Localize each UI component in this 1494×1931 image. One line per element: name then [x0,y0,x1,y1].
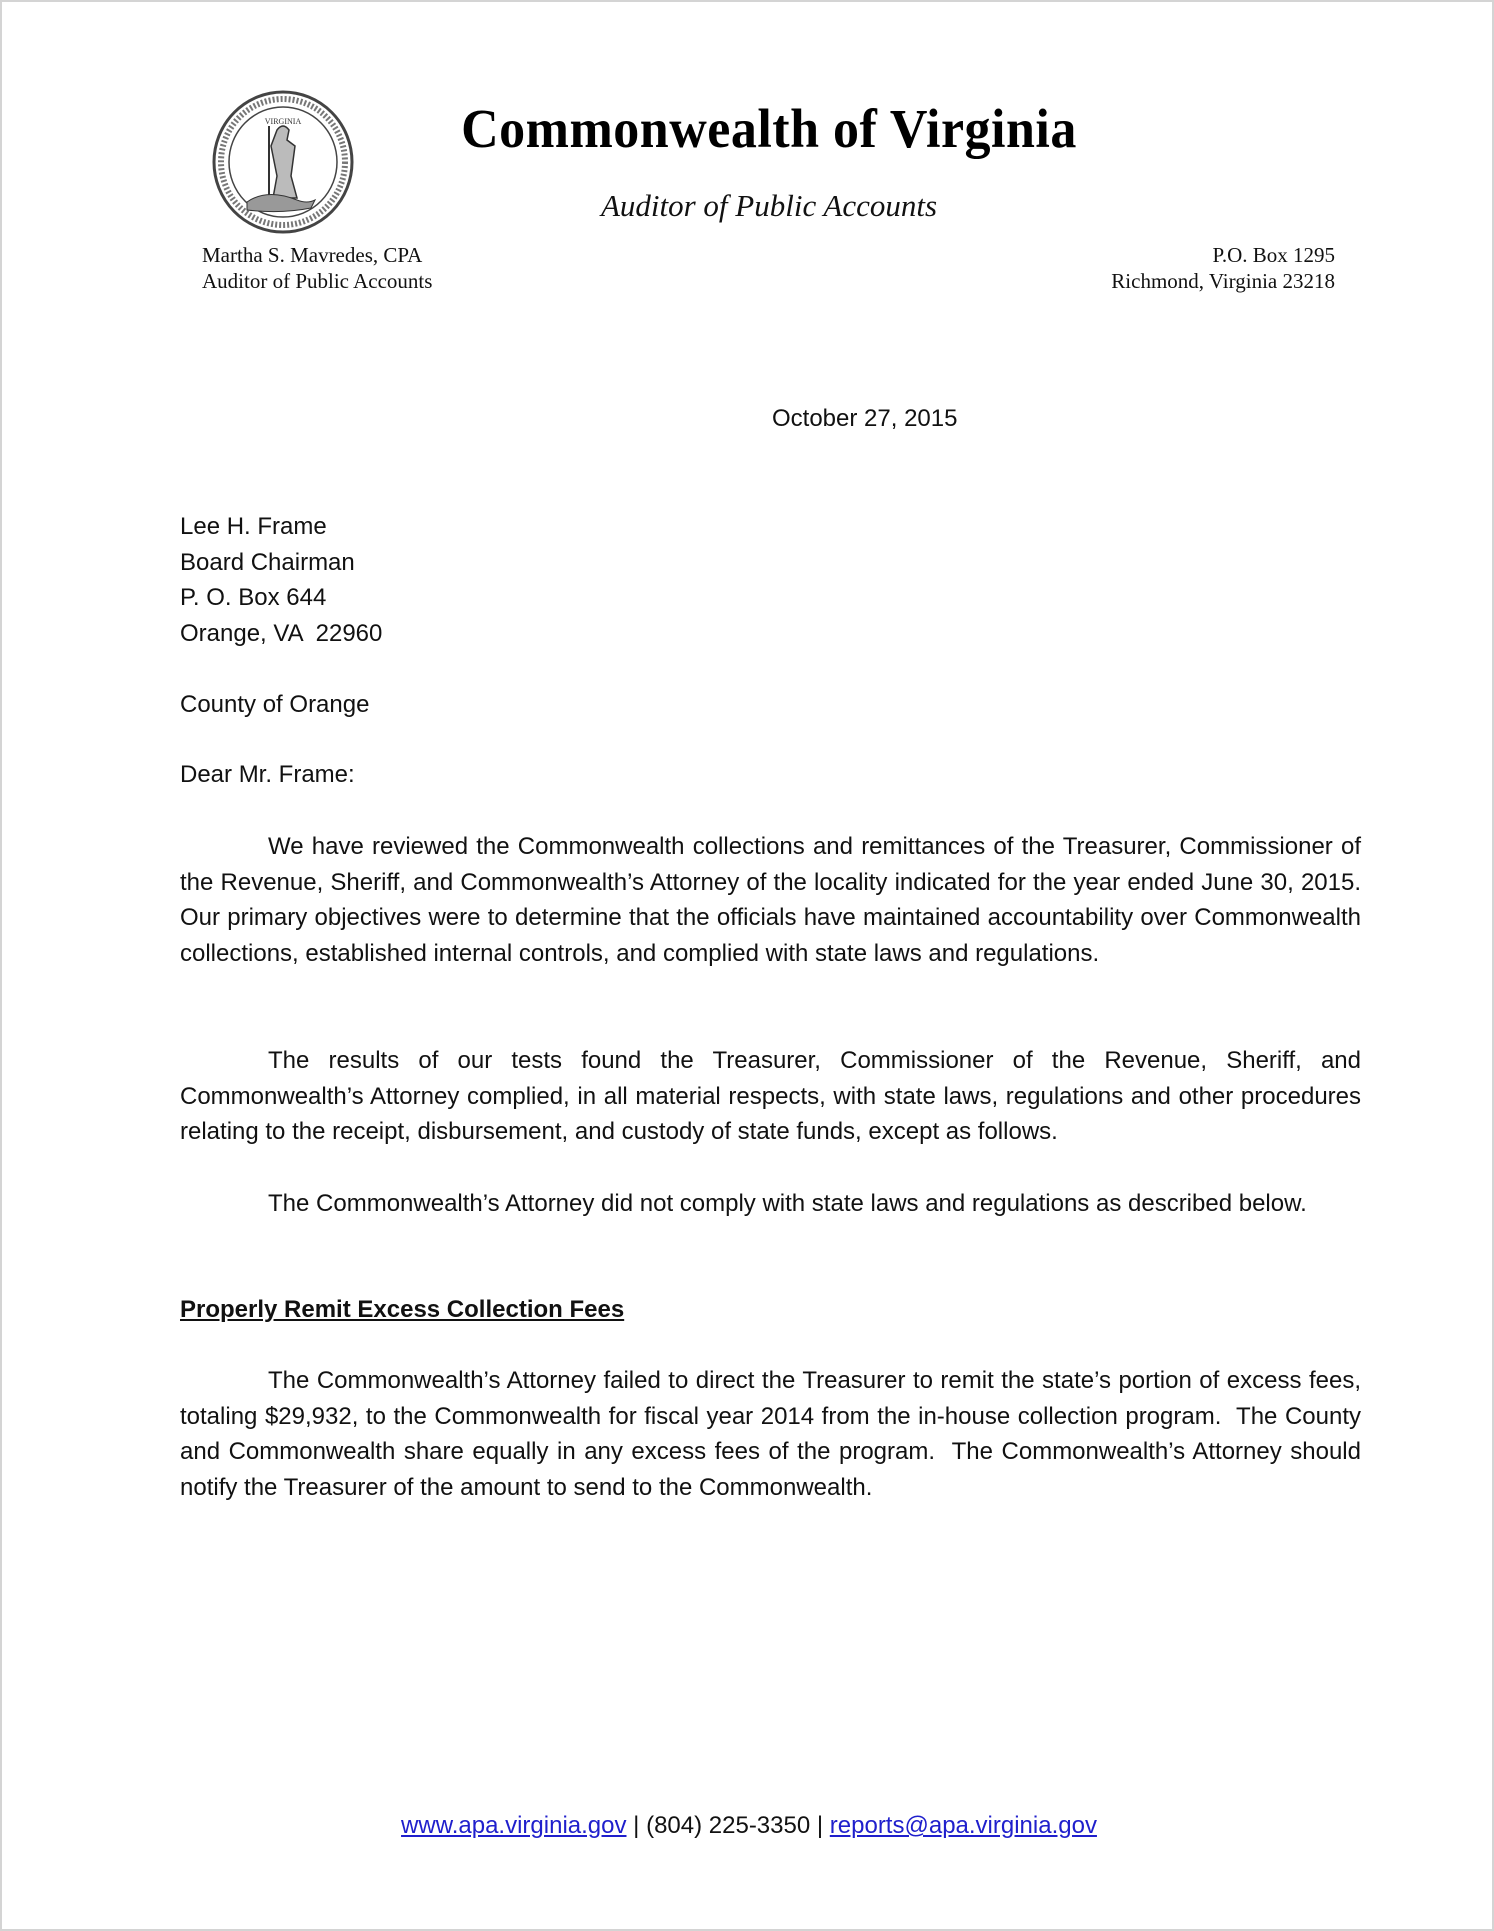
auditor-title: Auditor of Public Accounts [202,269,433,293]
letterhead-title: Commonwealth of Virginia [461,99,1077,160]
recipient-po-box: P. O. Box 644 [180,584,327,612]
virginia-seal-logo [211,90,355,234]
paragraph-finding [180,1363,1368,1506]
letter-date: October 27, 2015 [772,405,958,432]
paragraph-text: The Commonwealth’s Attorney failed to direct the Treasurer to remit the state’s portion of excess fees, totaling $29,932, to the Commonwealth for fiscal year 2014 from the in-house collection program. The County and Commonwealth share equally in any excess fees of the program. The Commonwealth’s Attorney should notify the Treasurer of the amount to send to the Commonwealth. [180,1367,1368,1502]
paragraph-results [180,1043,1361,1150]
office-city: Richmond, Virginia 23218 [1111,269,1335,293]
auditor-name: Martha S. Mavredes, CPA [202,243,423,267]
auditor-name-block [202,242,432,294]
footer-contact [2,1808,1494,1844]
section-heading: Properly Remit Excess Collection Fees [180,1296,625,1323]
letterhead-subtitle: Auditor of Public Accounts [600,188,938,223]
paragraph-scope [180,829,1375,972]
office-po-box: P.O. Box 1295 [1212,243,1335,267]
website-link[interactable]: www.apa.virginia.gov [401,1812,627,1839]
footer-separator: | [816,1812,824,1839]
paragraph-text: We have reviewed the Commonwealth collections and remittances of the Treasurer, Commissioner of the Revenue, Sheriff, and Commonwealth’s Attorney of the locality indicated for the year ended June 30, 2015. Our primary objectives were to determine that the officials have maintained accountability over Commonwealth collections, established internal controls, and complied with state laws and regulations. [180,833,1375,968]
recipient-name: Lee H. Frame [180,513,327,540]
recipient-title: Board Chairman [180,548,355,576]
paragraph-text: The Commonwealth’s Attorney did not comply with state laws and regulations as described below. [268,1190,1307,1217]
phone-number: (804) 225-3350 [646,1812,811,1839]
recipient-address [180,509,1361,652]
locality: County of Orange [180,691,370,718]
salutation: Dear Mr. Frame: [180,761,355,788]
office-address-block [1111,242,1335,294]
paragraph-exception [180,1186,1361,1222]
paragraph-text: The results of our tests found the Treasurer, Commissioner of the Revenue, Sheriff, and Commonwealth’s Attorney complied, in all material respects, with state laws, regulations and other procedures relating to the receipt, disbursement, and custody of state funds, except as follows. [180,1047,1361,1146]
footer-separator: | [633,1812,640,1839]
svg-text:VIRGINIA: VIRGINIA [264,117,302,126]
email-link[interactable]: reports@apa.virginia.gov [829,1812,1097,1839]
recipient-city: Orange, VA 22960 [180,620,383,648]
